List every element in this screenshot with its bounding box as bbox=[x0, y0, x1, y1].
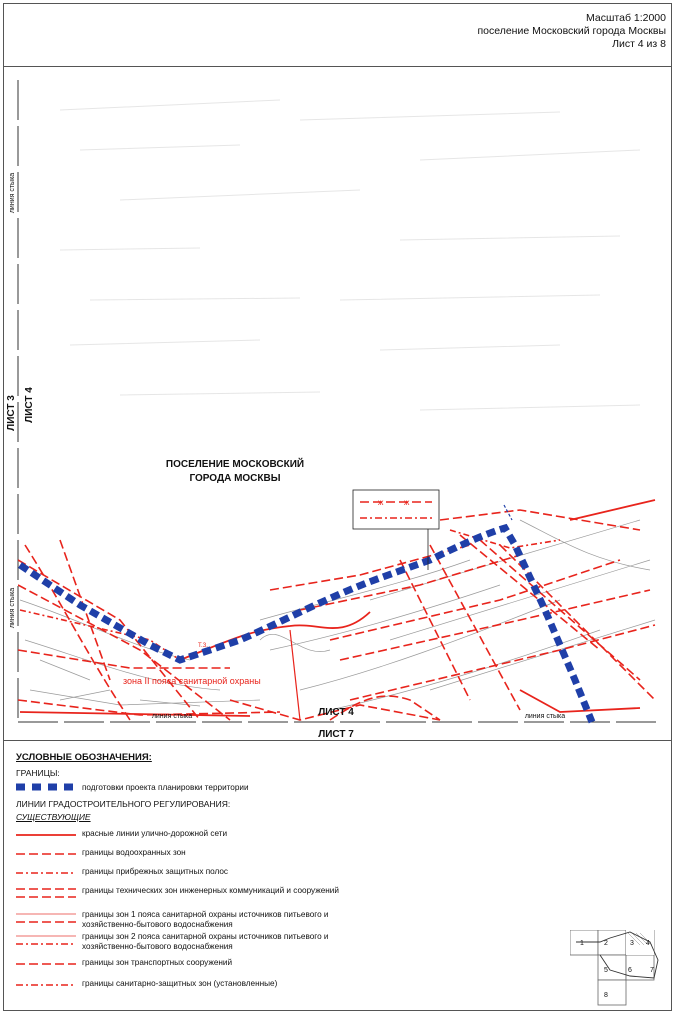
red-line-symbol bbox=[16, 828, 78, 842]
blue-boundary-symbol bbox=[16, 780, 78, 794]
svg-text:ж: ж bbox=[404, 498, 410, 507]
index-cell-2: 2 bbox=[604, 940, 608, 947]
index-cell-5: 5 bbox=[604, 967, 608, 974]
legend-item-3: границы технических зон инженерных коммуникаций и сооружений bbox=[82, 886, 339, 895]
sanitary-zone-2-symbol bbox=[16, 931, 78, 949]
sanitary-protection-symbol bbox=[16, 978, 78, 992]
settlement-text: поселение Московский города Москвы bbox=[477, 25, 666, 37]
index-cell-4: 4 bbox=[646, 940, 650, 947]
borders-heading: ГРАНИЦЫ: bbox=[16, 768, 60, 778]
small-map-label: Т.З. bbox=[198, 643, 208, 649]
settlement-label-1: ПОСЕЛЕНИЕ МОСКОВСКИЙ bbox=[165, 459, 305, 470]
left-sheet-top: ЛИСТ 3 bbox=[6, 395, 17, 431]
legend-row-sanitary-1 bbox=[16, 909, 576, 929]
legend-item-6: границы зон транспортных сооружений bbox=[82, 958, 233, 967]
legend-divider bbox=[3, 740, 672, 741]
legend-row-red-lines bbox=[16, 828, 576, 843]
settlement-label-2: ГОРОДА МОСКВЫ bbox=[189, 473, 281, 484]
legend-item-5: границы зон 2 пояса санитарной охраны источников питьевого и хозяйственно-бытового водоснабжения bbox=[82, 932, 329, 951]
bottom-join-right: линия стыка bbox=[524, 713, 566, 720]
coastal-zone-symbol bbox=[16, 866, 78, 880]
legend-item-7: границы санитарно-защитных зон (установленные) bbox=[82, 979, 278, 988]
bottom-sheet-bottom: ЛИСТ 7 bbox=[318, 729, 354, 740]
transport-zone-symbol bbox=[16, 957, 78, 971]
legend-title: УСЛОВНЫЕ ОБОЗНАЧЕНИЯ: bbox=[16, 752, 152, 763]
bottom-sheet-top: ЛИСТ 4 bbox=[318, 707, 354, 718]
survey-background bbox=[60, 100, 640, 410]
legend-item-2: границы прибрежных защитных полос bbox=[82, 867, 229, 876]
left-sheet-bottom: ЛИСТ 4 bbox=[24, 387, 35, 423]
legend-row-transport bbox=[16, 957, 576, 972]
svg-text:ж: ж bbox=[378, 498, 384, 507]
legend-row-coastal bbox=[16, 866, 576, 881]
left-join-upper: линия стыка bbox=[9, 172, 16, 214]
index-cell-6: 6 bbox=[628, 967, 632, 974]
sanitary-zone-label: зона II пояса санитарной охраны bbox=[123, 676, 261, 686]
lines-heading: ЛИНИИ ГРАДОСТРОИТЕЛЬНОГО РЕГУЛИРОВАНИЯ: bbox=[16, 799, 231, 809]
line-type-callout bbox=[353, 490, 439, 529]
legend-row-border bbox=[16, 780, 576, 795]
legend-item-4: границы зон 1 пояса санитарной охраны источников питьевого и хозяйственно-бытового водоснабжения bbox=[82, 910, 329, 929]
scale-text: Масштаб 1:2000 bbox=[586, 12, 666, 24]
water-zone-symbol bbox=[16, 847, 78, 861]
index-cell-8: 8 bbox=[604, 992, 608, 999]
existing-heading: СУЩЕСТВУЮЩИЕ bbox=[16, 812, 91, 822]
sanitary-zone-1-symbol bbox=[16, 909, 78, 927]
border-item-label: подготовки проекта планировки территории bbox=[82, 783, 249, 792]
legend-item-0: красные линии улично-дорожной сети bbox=[82, 829, 228, 838]
regulation-lines bbox=[18, 500, 655, 720]
sheet-number: Лист 4 из 8 bbox=[612, 38, 666, 50]
bottom-join-left: линия стыка bbox=[151, 713, 193, 720]
legend-item-1: границы водоохранных зон bbox=[82, 848, 186, 857]
legend-row-sanitary-2 bbox=[16, 931, 576, 951]
legend-row-sanitary-protection bbox=[16, 978, 576, 993]
index-cell-1: 1 bbox=[580, 940, 584, 947]
index-cell-7: 7 bbox=[650, 967, 654, 974]
legend bbox=[16, 752, 576, 993]
legend-row-water bbox=[16, 847, 576, 862]
left-join-lower: линия стыка bbox=[9, 587, 16, 629]
terrain-detail bbox=[20, 520, 655, 710]
technical-zone-symbol bbox=[16, 885, 78, 903]
index-cell-3: 3 bbox=[630, 940, 634, 947]
legend-row-technical bbox=[16, 885, 576, 905]
sheet-index-map bbox=[570, 930, 668, 1006]
